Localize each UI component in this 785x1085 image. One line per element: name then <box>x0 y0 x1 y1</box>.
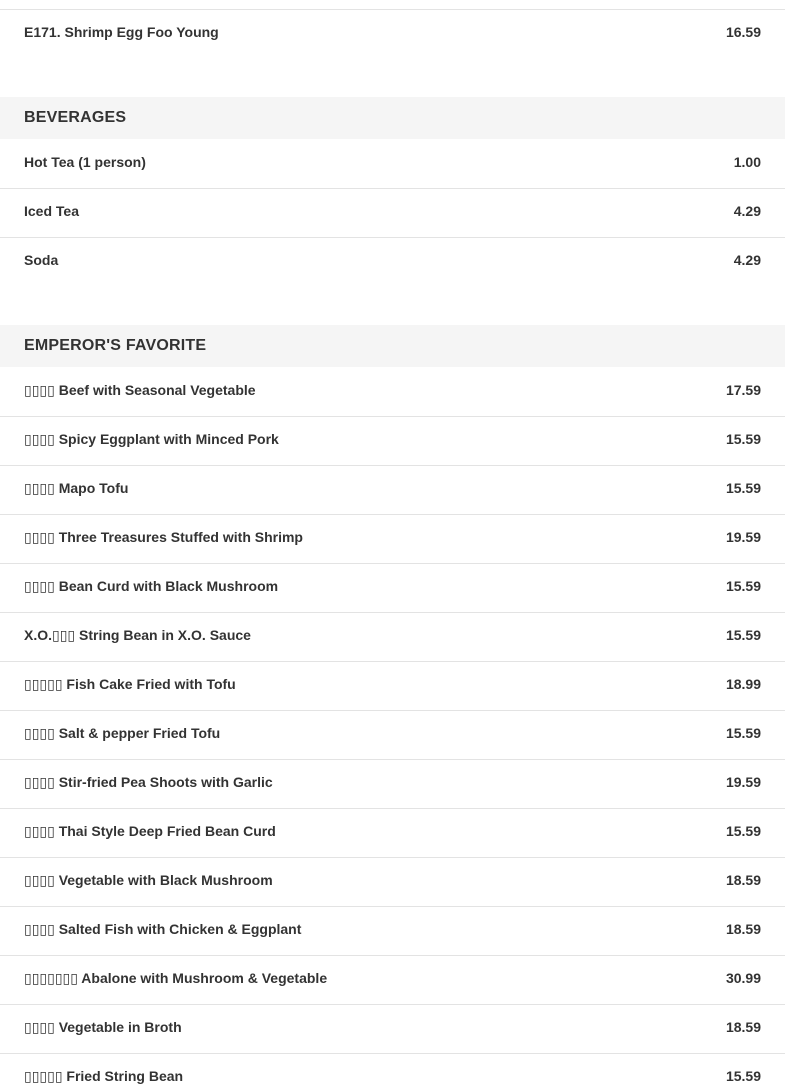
menu-item[interactable] <box>0 613 785 662</box>
menu-item-price: 16.59 <box>725 24 761 40</box>
menu-item[interactable] <box>0 662 785 711</box>
menu-item[interactable] <box>0 956 785 1005</box>
menu-item-name: ▯▯▯▯▯▯▯ Abalone with Mushroom & Vegetable <box>24 970 328 986</box>
menu-item-price: 15.59 <box>725 823 761 839</box>
menu-item-name: ▯▯▯▯ Salt & pepper Fried Tofu <box>24 725 221 741</box>
menu-item-price: 4.29 <box>733 252 761 268</box>
menu-item-name: E171. Shrimp Egg Foo Young <box>24 24 219 40</box>
menu-item-name: ▯▯▯▯ Bean Curd with Black Mushroom <box>24 578 279 594</box>
section-title: EMPEROR'S FAVORITE <box>24 337 207 354</box>
menu-item[interactable] <box>0 809 785 858</box>
menu-item-price: 18.59 <box>725 1019 761 1035</box>
section-header-emperors-favorite <box>0 325 785 367</box>
menu-item[interactable] <box>0 238 785 286</box>
menu-item-name: ▯▯▯▯ Vegetable with Black Mushroom <box>24 872 273 888</box>
menu-item-price: 15.59 <box>725 480 761 496</box>
menu-item[interactable] <box>0 189 785 238</box>
menu-item-price: 19.59 <box>725 529 761 545</box>
menu-item[interactable] <box>0 10 785 58</box>
menu-item-name: ▯▯▯▯ Three Treasures Stuffed with Shrimp <box>24 529 303 545</box>
menu-item[interactable] <box>0 515 785 564</box>
menu-item-price: 15.59 <box>725 627 761 643</box>
menu-item-name: ▯▯▯▯ Mapo Tofu <box>24 480 129 496</box>
menu-item-name: ▯▯▯▯▯ Fried String Bean <box>24 1068 184 1084</box>
menu-item-name: ▯▯▯▯▯ Fish Cake Fried with Tofu <box>24 676 236 692</box>
menu-item-name: Soda <box>24 252 59 268</box>
menu-item[interactable] <box>0 711 785 760</box>
menu-item-price: 15.59 <box>725 578 761 594</box>
menu-item-price: 15.59 <box>725 725 761 741</box>
menu-item[interactable] <box>0 1054 785 1082</box>
menu-item[interactable] <box>0 907 785 956</box>
menu-item[interactable] <box>0 760 785 809</box>
menu-item-name: Hot Tea (1 person) <box>24 154 146 170</box>
menu-item[interactable] <box>0 368 785 417</box>
menu-item-price: 30.99 <box>725 970 761 986</box>
menu-item-price: 15.59 <box>725 431 761 447</box>
menu-item-name: ▯▯▯▯ Stir-fried Pea Shoots with Garlic <box>24 774 273 790</box>
menu-item-name: X.O.▯▯▯ String Bean in X.O. Sauce <box>24 627 251 643</box>
menu-item-price: 18.59 <box>725 921 761 937</box>
menu-item-price: 15.59 <box>725 1068 761 1084</box>
menu-item[interactable] <box>0 1005 785 1054</box>
menu-item-price: 19.59 <box>725 774 761 790</box>
menu-item-price: 1.00 <box>733 154 761 170</box>
menu-item[interactable] <box>0 858 785 907</box>
menu-item-price: 17.59 <box>725 382 761 398</box>
section-header-beverages <box>0 97 785 139</box>
menu-item-name: ▯▯▯▯ Salted Fish with Chicken & Eggplant <box>24 921 302 937</box>
menu-item-price: 4.29 <box>733 203 761 219</box>
menu-item[interactable] <box>0 417 785 466</box>
menu-item-name: ▯▯▯▯ Spicy Eggplant with Minced Pork <box>24 431 279 447</box>
menu-item-price: 18.99 <box>725 676 761 692</box>
menu-item[interactable] <box>0 564 785 613</box>
section-title: BEVERAGES <box>24 109 127 126</box>
menu-item-name: ▯▯▯▯ Vegetable in Broth <box>24 1019 182 1035</box>
menu-item[interactable] <box>0 466 785 515</box>
menu-item-price: 18.59 <box>725 872 761 888</box>
menu-item-name: Iced Tea <box>24 203 79 219</box>
menu-item-name: ▯▯▯▯ Beef with Seasonal Vegetable <box>24 382 256 398</box>
menu-item[interactable] <box>0 140 785 189</box>
menu-item-name: ▯▯▯▯ Thai Style Deep Fried Bean Curd <box>24 823 276 839</box>
